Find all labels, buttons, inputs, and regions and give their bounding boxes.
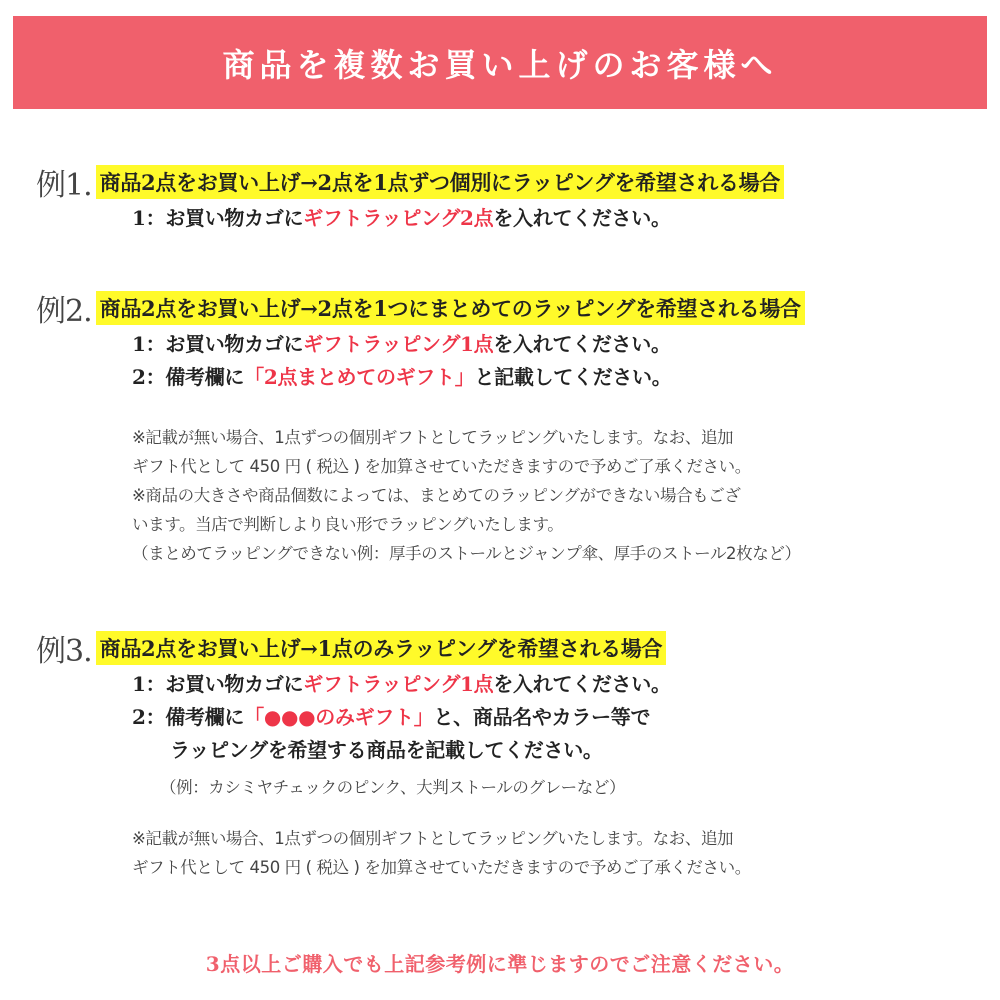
example-3-header bbox=[36, 630, 671, 669]
example-3 bbox=[36, 630, 671, 767]
example-2-steps bbox=[132, 328, 805, 394]
step-text: 1：お買い物カゴに bbox=[132, 206, 304, 230]
example-2-header bbox=[36, 290, 805, 329]
step-text: 1：お買い物カゴに bbox=[132, 672, 304, 696]
example-1-header bbox=[36, 164, 784, 203]
step-text: 1：お買い物カゴに bbox=[132, 332, 304, 356]
example-1 bbox=[36, 164, 784, 235]
example-2-notes bbox=[132, 423, 801, 568]
example-3-step-2-continuation: ラッピングを希望する商品を記載してください。 bbox=[170, 738, 603, 762]
example-3-steps bbox=[132, 668, 671, 767]
example-1-step-1 bbox=[132, 202, 784, 235]
example-3-step-2 bbox=[132, 701, 671, 734]
step-text: と、商品名やカラー等で bbox=[433, 705, 651, 729]
note-line: ギフト代として 450 円 ( 税込 ) を加算させていただきますので予めご了承ください。 bbox=[132, 858, 751, 877]
step-text: を入れてください。 bbox=[493, 672, 671, 696]
step-text: 2：備考欄に bbox=[132, 365, 245, 389]
example-2-label: 例2. bbox=[36, 294, 92, 329]
example-2 bbox=[36, 290, 805, 394]
example-1-heading: 商品2点をお買い上げ→2点を1点ずつ個別にラッピングを希望される場合 bbox=[96, 165, 784, 199]
step-highlight-text: 「2点まとめてのギフト」 bbox=[244, 365, 475, 389]
note-line: ※記載が無い場合、1点ずつの個別ギフトとしてラッピングいたします。なお、追加 bbox=[132, 829, 734, 848]
example-1-steps bbox=[132, 202, 784, 235]
step-text: を入れてください。 bbox=[493, 332, 671, 356]
note-line: ギフト代として 450 円 ( 税込 ) を加算させていただきますので予めご了承ください。 bbox=[132, 457, 751, 476]
step-text: を入れてください。 bbox=[493, 206, 671, 230]
example-2-heading: 商品2点をお買い上げ→2点を1つにまとめてのラッピングを希望される場合 bbox=[96, 291, 805, 325]
example-3-heading: 商品2点をお買い上げ→1点のみラッピングを希望される場合 bbox=[96, 631, 667, 665]
footer-notice: 3点以上ご購入でも上記参考例に準じますのでご注意ください。 bbox=[205, 952, 795, 976]
example-3-step-1 bbox=[132, 668, 671, 701]
example-3-notes bbox=[132, 824, 751, 882]
example-1-label: 例1. bbox=[36, 168, 92, 203]
page-title-banner bbox=[13, 16, 987, 109]
note-line: （まとめてラッピングできない例：厚手のストールとジャンプ傘、厚手のストール2枚など） bbox=[132, 544, 801, 563]
page-title: 商品を複数お買い上げのお客様へ bbox=[222, 45, 778, 84]
step-highlight-text: ギフトラッピング1点 bbox=[303, 332, 494, 356]
note-line: います。当店で判断しより良い形でラッピングいたします。 bbox=[132, 515, 564, 534]
example-2-step-1 bbox=[132, 328, 805, 361]
step-highlight-text: 「●●●のみギフト」 bbox=[244, 705, 434, 729]
note-line: ※記載が無い場合、1点ずつの個別ギフトとしてラッピングいたします。なお、追加 bbox=[132, 428, 734, 447]
step-highlight-text: ギフトラッピング1点 bbox=[303, 672, 494, 696]
example-3-example-note: （例：カシミヤチェックのピンク、大判ストールのグレーなど） bbox=[160, 778, 626, 797]
step-highlight-text: ギフトラッピング2点 bbox=[303, 206, 494, 230]
step-text: と記載してください。 bbox=[474, 365, 672, 389]
step-text: 2：備考欄に bbox=[132, 705, 245, 729]
example-3-label: 例3. bbox=[36, 634, 92, 669]
example-2-step-2 bbox=[132, 361, 805, 394]
note-line: ※商品の大きさや商品個数によっては、まとめてのラッピングができない場合もござ bbox=[132, 486, 741, 505]
